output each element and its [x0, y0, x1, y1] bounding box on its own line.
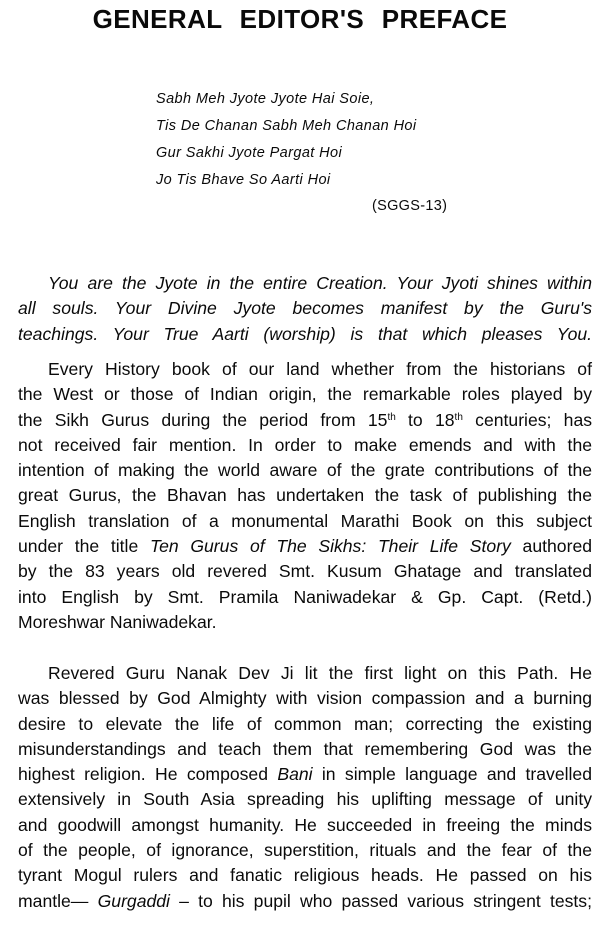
- text-line: not received fair mention. In order to make emends and with the: [18, 434, 593, 455]
- body-paragraph-history: [18, 357, 592, 635]
- text-segment: mantle—: [18, 890, 98, 911]
- verse-citation: (SGGS-13): [372, 198, 448, 214]
- text-line: desire to elevate the life of common man; correcting the existing: [18, 713, 592, 734]
- text-line: the West or those of Indian origin, the remarkable roles played by: [18, 384, 592, 405]
- text-line: teachings. Your True Aarti (worship) is that which pleases You.: [18, 323, 593, 344]
- text-line: all souls. Your Divine Jyote becomes manifest by the Guru's: [18, 298, 593, 319]
- text-segment: to 18: [395, 409, 455, 430]
- text-line: of the people, of ignorance, superstition, rituals and the fear of the: [18, 840, 592, 861]
- text-line: [18, 408, 592, 433]
- text-line: Every History book of our land whether from the historians of: [48, 359, 592, 379]
- text-line: Moreshwar Naniwadekar.: [18, 611, 217, 632]
- book-title: Ten Gurus of The Sikhs: Their Life Story: [149, 536, 511, 557]
- text-segment: in simple language and travelled: [312, 764, 593, 785]
- verse-translation-paragraph: [18, 271, 592, 347]
- text-segment: highest religion. He composed: [18, 764, 278, 785]
- text-line: by the 83 years old revered Smt. Kusum Ghatage and translated: [18, 561, 592, 582]
- text-line: [18, 889, 592, 914]
- text-line: was blessed by God Almighty with vision compassion and a burning: [18, 688, 593, 709]
- text-line: You are the Jyote in the entire Creation. Your Jyoti shines within: [48, 273, 592, 293]
- text-line: great Gurus, the Bhavan has undertaken the task of publishing the: [18, 485, 593, 506]
- text-line: [18, 762, 592, 787]
- text-line: English translation of a monumental Marathi Book on this subject: [18, 510, 593, 531]
- verse-line: Tis De Chanan Sabh Meh Chanan Hoi: [156, 118, 417, 134]
- text-line: extensively in South Asia spreading his uplifting message of unity: [18, 789, 593, 810]
- text-segment: authored: [510, 536, 593, 557]
- superscript: th: [454, 411, 463, 423]
- emphasis-term: Bani: [277, 764, 313, 785]
- verse-line: Sabh Meh Jyote Jyote Hai Soie,: [156, 91, 375, 107]
- verse-line: Jo Tis Bhave So Aarti Hoi: [156, 172, 331, 188]
- text-line: misunderstandings and teach them that remembering God was the: [18, 738, 592, 759]
- text-segment: under the title: [18, 536, 150, 557]
- body-paragraph-guru-nanak: [18, 661, 592, 914]
- text-segment: the Sikh Gurus during the period from 15: [18, 409, 388, 430]
- verse-block: [156, 86, 486, 194]
- superscript: th: [387, 411, 396, 423]
- text-line: intention of making the world aware of the grate contributions of the: [18, 460, 593, 481]
- text-line: into English by Smt. Pramila Naniwadekar & Gp. Capt. (Retd.): [18, 586, 593, 607]
- page-title: GENERAL EDITOR'S PREFACE: [92, 4, 508, 34]
- verse-line: Gur Sakhi Jyote Pargat Hoi: [156, 145, 343, 161]
- text-segment: centuries; has: [462, 409, 593, 430]
- text-line: and goodwill amongst humanity. He succeeded in freeing the minds: [18, 814, 592, 835]
- emphasis-term: Gurgaddi: [97, 890, 170, 911]
- text-line: Revered Guru Nanak Dev Ji lit the first light on this Path. He: [48, 663, 592, 683]
- text-line: [18, 534, 592, 559]
- text-line: tyrant Mogul rulers and fanatic religious heads. He passed on his: [18, 865, 593, 886]
- text-segment: – to his pupil who passed various stringent tests;: [169, 890, 592, 911]
